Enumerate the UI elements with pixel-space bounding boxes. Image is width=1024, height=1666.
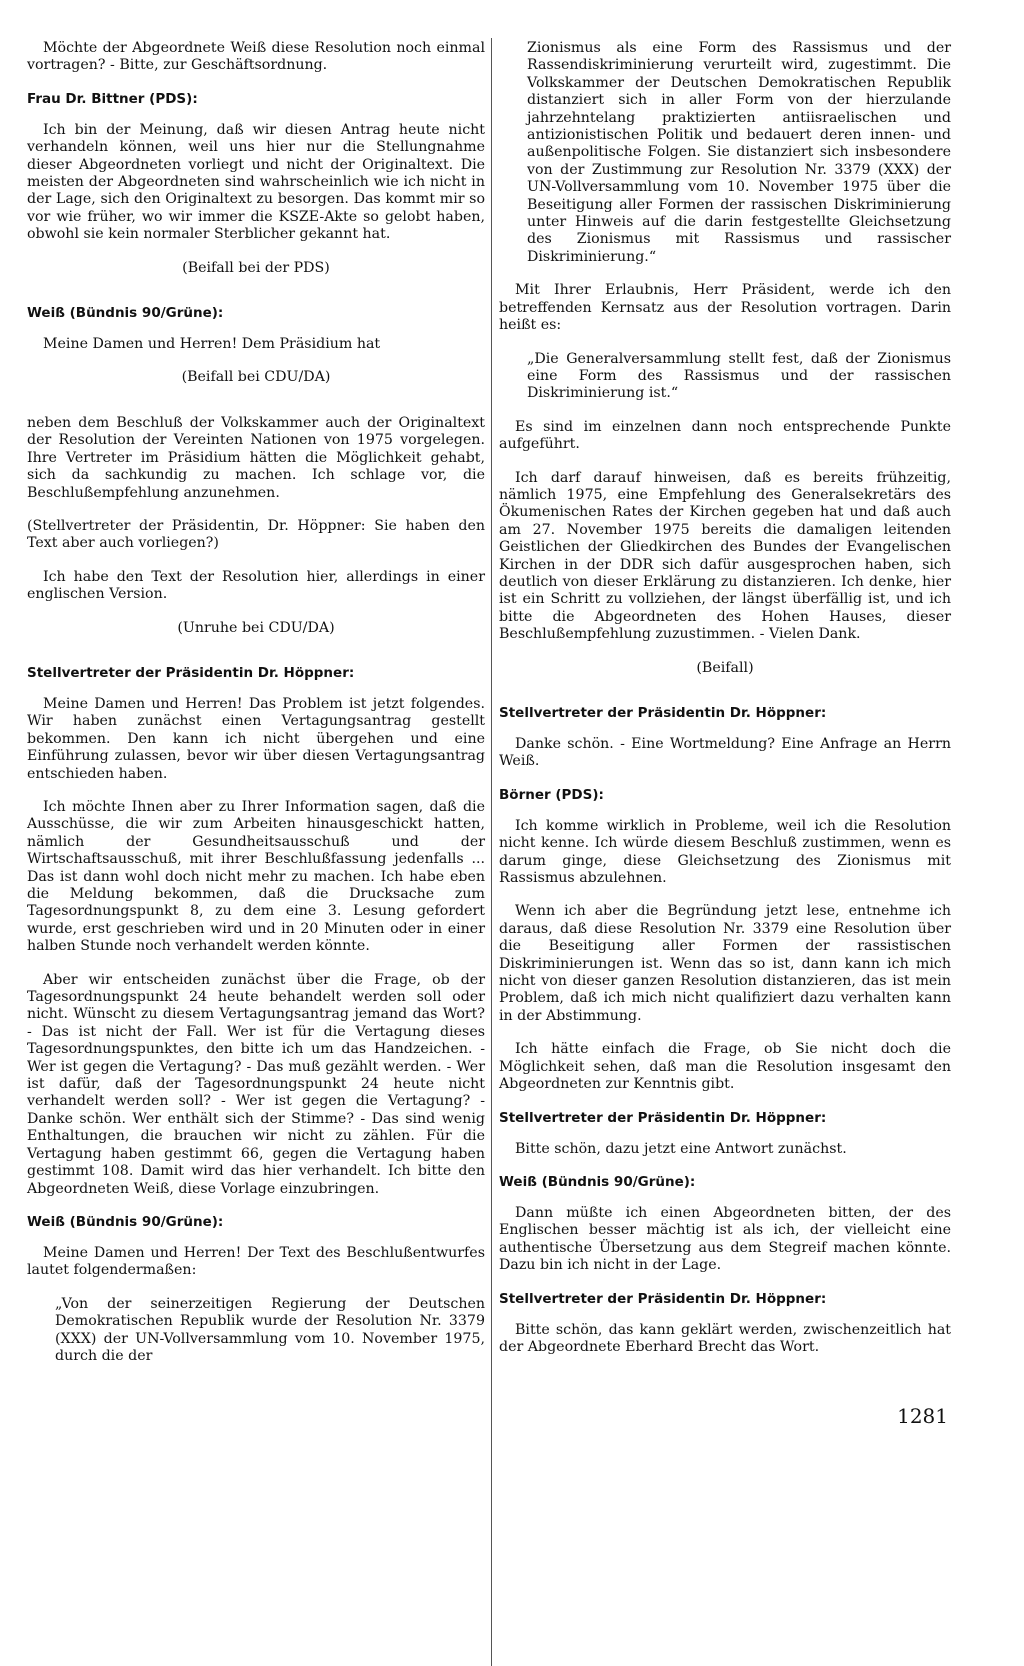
left-paragraph: Möchte der Abgeordnete Weiß diese Resolution noch einmal vortragen? - Bitte, zur Geschäftsordnung. (27, 40, 485, 74)
right-speaker-heading: Weiß (Bündnis 90/Grüne): (499, 1173, 696, 1190)
right-paragraph: Bitte schön, das kann geklärt werden, zwischenzeitlich hat der Abgeordnete Eberhard Brecht das Wort. (499, 1321, 951, 1355)
right-interjection-centered: (Beifall) (696, 659, 754, 676)
right-column (499, 40, 951, 1372)
left-interjection-centered: (Unruhe bei CDU/DA) (177, 619, 335, 636)
right-paragraph: Ich darf darauf hinweisen, daß es bereits frühzeitig, nämlich 1975, eine Empfehlung des Generalsekretärs des Ökumenischen Rates der Kirchen gegeben hat und daß auch am 27. November 1975 bereits die damaligen leitenden Geistlichen der Gliedkirchen des Bundes der Evangelischen Kirchen in der DDR sich dafür ausgesprochen haben, sich deutlich von dieser Erklärung zu distanzieren. Ich denke, hier ist ein Schritt zu vollziehen, der längst überfällig ist, und ich bitte die Abgeordneten des Hohen Hauses, dieser Beschlußempfehlung zuzustimmen. - Vielen Dank. (499, 469, 951, 643)
right-speaker-heading: Börner (PDS): (499, 786, 604, 803)
left-paragraph: Meine Damen und Herren! Der Text des Beschlußentwurfes lautet folgendermaßen: (27, 1244, 485, 1279)
left-paragraph: Meine Damen und Herren! Dem Präsidium hat (43, 336, 381, 353)
right-speaker-heading: Stellvertreter der Präsidentin Dr. Höppner: (499, 1290, 827, 1307)
left-paragraph-continued: neben dem Beschluß der Volkskammer auch der Originaltext der Resolution der Vereinten Nationen von 1975 vorgelegen. Ihre Vertreter im Präsidium hätten die Möglichkeit gehabt, sich da sachkundig zu machen. Ich schlage vor, die Beschlußempfehlung anzunehmen. (27, 414, 485, 501)
left-paragraph: Ich möchte Ihnen aber zu Ihrer Information sagen, daß die Ausschüsse, die wir zum Arbeiten hinausgeschickt hatten, nämlich der Gesundheitsausschuß und der Wirtschaftsausschuß, mit ihrer Beschlußfassung jedenfalls ... Das ist dann wohl doch nicht mehr zu machen. Ich habe eben die Meldung bekommen, daß die Drucksache zum Tagesordnungspunkt 8, zu dem eine 3. Lesung gefordert wurde, erst geschrieben wird und in 20 Minuten oder in einer halben Stunde noch verhandelt werden könnte. (27, 798, 485, 955)
page-number: 1281 (897, 1404, 948, 1428)
left-interjection: (Stellvertreter der Präsidentin, Dr. Höppner: Sie haben den Text aber auch vorliegen?) (27, 517, 485, 552)
left-paragraph: Ich habe den Text der Resolution hier, allerdings in einer englischen Version. (27, 568, 485, 603)
left-interjection-centered: (Beifall bei der PDS) (182, 259, 330, 276)
left-speaker-heading: Weiß (Bündnis 90/Grüne): (27, 1213, 224, 1230)
right-paragraph: Wenn ich aber die Begründung jetzt lese, entnehme ich daraus, daß diese Resolution Nr. 3379 eine Resolution über die Beseitigung aller Formen der rassistischen Diskriminierungen ist. Wenn das so ist, dann kann ich mich nicht von dieser ganzen Resolution distanzieren, das ist mein Problem, daß ich mich nicht qualifiziert dazu verhalten kann in der Abstimmung. (499, 903, 951, 1024)
right-quoted-text: „Die Generalversammlung stellt fest, daß der Zionismus eine Form des Rassismus und der rassischen Diskriminierung ist.“ (527, 350, 951, 402)
right-paragraph: Bitte schön, dazu jetzt eine Antwort zunächst. (515, 1140, 847, 1157)
left-paragraph: Meine Damen und Herren! Das Problem ist jetzt folgendes. Wir haben zunächst einen Vertagungsantrag gestellt bekommen. Den kann ich nicht übergehen und eine Einführung zulassen, bevor wir über diesen Vertagungsantrag entschieden haben. (27, 695, 485, 782)
right-quoted-text: Zionismus als eine Form des Rassismus und der Rassendiskriminierung verurteilt wird, zugestimmt. Die Volkskammer der Deutschen Demokratischen Republik distanziert sich in aller Form von der hierzulande jahrzehntelang praktizierten antiisraelischen und antizionistischen Politik und bedauert deren innen- und außenpolitische Folgen. Sie distanziert sich insbesondere von der Zustimmung zur Resolution Nr. 3379 (XXX) der UN-Vollversammlung vom 10. November 1975 über die Beseitigung aller Formen der rassischen Diskriminierung unter Hinweis auf die darin festgestellte Gleichsetzung des Zionismus mit Rassismus und rassischer Diskriminierung.“ (527, 40, 951, 265)
right-paragraph: Dann müßte ich einen Abgeordneten bitten, der des Englischen besser mächtig ist als ich, der vielleicht eine authentische Übersetzung aus dem Stegreif machen könnte. Dazu bin ich nicht in der Lage. (499, 1204, 951, 1274)
right-paragraph: Danke schön. - Eine Wortmeldung? Eine Anfrage an Herrn Weiß. (499, 736, 951, 770)
left-speaker-heading: Weiß (Bündnis 90/Grüne): (27, 305, 224, 322)
column-divider (491, 38, 492, 1666)
left-quoted-text: „Von der seinerzeitigen Regierung der Deutschen Demokratischen Republik wurde der Resolution Nr. 3379 (XXX) der UN-Vollversammlung vom 10. November 1975, durch die der (55, 1295, 485, 1364)
right-paragraph: Ich komme wirklich in Probleme, weil ich die Resolution nicht kenne. Ich würde diesem Beschluß zustimmen, wenn es darum ginge, diese Gleichsetzung des Zionismus mit Rassismus abzulehnen. (499, 817, 951, 887)
left-paragraph: Ich bin der Meinung, daß wir diesen Antrag heute nicht verhandeln können, weil uns hier nur die Stellungnahme dieser Abgeordneten vorliegt und nicht der Originaltext. Die meisten der Abgeordneten sind wahrscheinlich wie ich nicht in der Lage, sich den Originaltext zu besorgen. Das kommt mir so vor wie früher, wo wir immer die KSZE-Akte so gelobt haben, obwohl sie kein normaler Sterblicher gekannt hat. (27, 121, 485, 243)
left-column (27, 40, 485, 1381)
right-paragraph: Ich hätte einfach die Frage, ob Sie nicht doch die Möglichkeit sehen, daß man die Resolution insgesamt den Abgeordneten zur Kenntnis gibt. (499, 1041, 951, 1093)
left-interjection-centered: (Beifall bei CDU/DA) (181, 369, 331, 386)
left-speaker-heading: Frau Dr. Bittner (PDS): (27, 90, 198, 107)
right-speaker-heading: Stellvertreter der Präsidentin Dr. Höppner: (499, 705, 827, 721)
left-speaker-heading: Stellvertreter der Präsidentin Dr. Höppner: (27, 664, 355, 681)
right-paragraph: Mit Ihrer Erlaubnis, Herr Präsident, werde ich den betreffenden Kernsatz aus der Resolution vortragen. Darin heißt es: (499, 282, 951, 334)
right-paragraph: Es sind im einzelnen dann noch entsprechende Punkte aufgeführt. (499, 418, 951, 453)
right-speaker-heading: Stellvertreter der Präsidentin Dr. Höppner: (499, 1109, 827, 1126)
left-paragraph: Aber wir entscheiden zunächst über die Frage, ob der Tagesordnungspunkt 24 heute behandelt werden soll oder nicht. Wünscht zu diesem Vertagungsantrag jemand das Wort? - Das ist nicht der Fall. Wer ist für die Vertagung dieses Tagesordnungspunktes, den bitte ich um das Handzeichen. - Wer ist gegen die Vertagung? - Das muß gezählt werden. - Wer ist dafür, daß der Tagesordnungspunkt 24 heute nicht verhandelt werden soll? - Wer ist gegen die Vertagung? - Danke schön. Wer enthält sich der Stimme? - Das sind wenig Enthaltungen, die brauchen wir nicht zu zählen. Für die Vertagung haben gestimmt 66, gegen die Vertagung haben gestimmt 108. Damit wird das hier verhandelt. Ich bitte den Abgeordneten Weiß, diese Vorlage einzubringen. (27, 971, 485, 1197)
